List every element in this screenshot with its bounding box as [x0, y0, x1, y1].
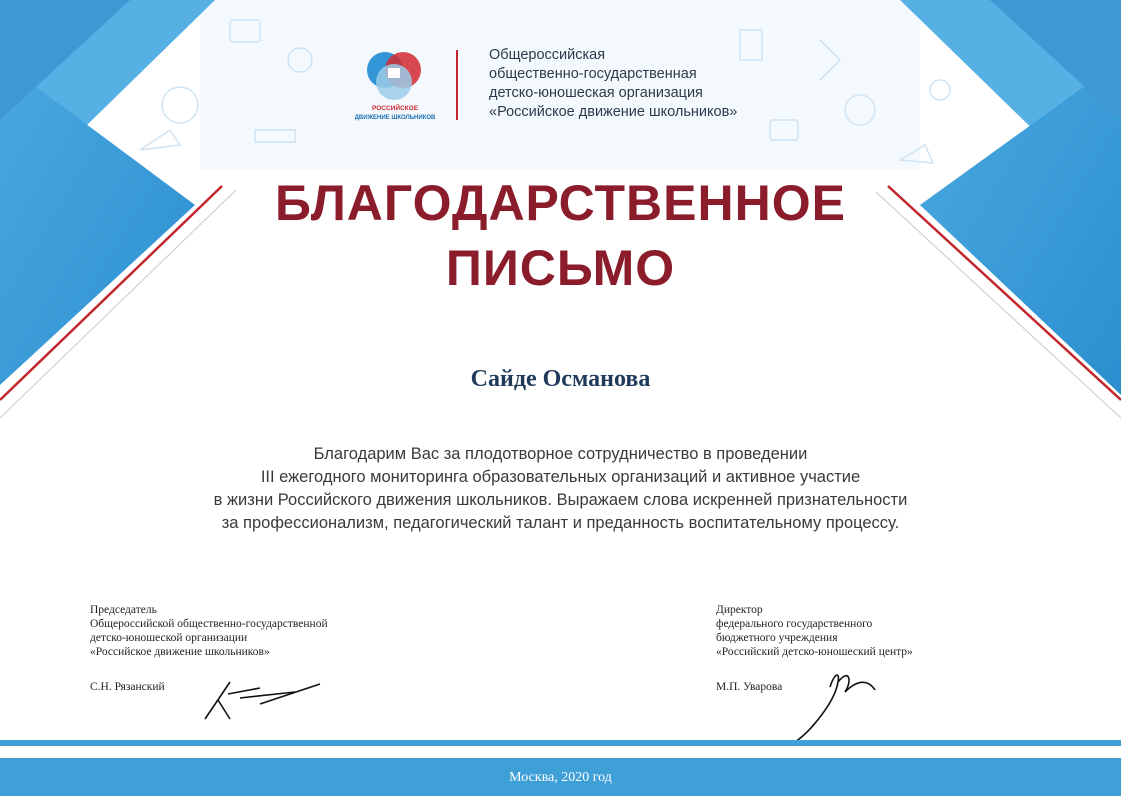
right-signatory-name: М.П. Уварова [716, 681, 783, 693]
left-signatory-title-line: «Российское движение школьников» [90, 646, 270, 658]
right-handwritten-signature [790, 662, 890, 747]
document-title-line2: ПИСЬМО [445, 240, 676, 296]
org-name-line: детско-юношеская организация [489, 85, 703, 101]
message-line: в жизни Российского движения школьников. Выражаем слова искренней признательности [213, 491, 908, 509]
message-line: III ежегодного мониторинга образовательных организаций и активное участие [260, 468, 861, 486]
left-handwritten-signature [200, 674, 330, 724]
document-title-line1: БЛАГОДАРСТВЕННОЕ [275, 175, 846, 231]
right-signatory-title [716, 603, 913, 659]
footer-place-date: Москва, 2020 год [509, 770, 612, 785]
left-signatory-title [90, 603, 328, 659]
gratitude-message [0, 443, 1121, 535]
right-signatory-title-line: «Российский детско-юношеский центр» [716, 646, 913, 658]
message-line: Благодарим Вас за плодотворное сотрудничество в проведении [313, 445, 808, 463]
org-name-line: общественно-государственная [489, 66, 697, 82]
left-signatory-title-line: детско-юношеской организации [90, 632, 248, 644]
left-signatory-name: С.Н. Рязанский [90, 681, 165, 693]
recipient-name: Сайде Османова [470, 366, 651, 392]
org-name-line: «Российское движение школьников» [489, 104, 738, 120]
right-signatory-title-line: Директор [716, 604, 763, 616]
organization-name [489, 46, 737, 122]
logo-divider [456, 50, 458, 120]
left-signatory-title-line: Председатель [90, 604, 157, 616]
right-signatory-title-line: федерального государственного [716, 618, 873, 630]
rdsh-logo [355, 42, 435, 128]
right-signatory-title-line: бюджетного учреждения [716, 632, 838, 644]
left-signatory-title-line: Общероссийской общественно-государственной [90, 618, 328, 630]
logo-text-line1: РОССИЙСКОЕ [371, 105, 419, 112]
org-name-line: Общероссийская [489, 47, 606, 63]
footer-stripe-gap [0, 746, 1121, 758]
logo-text-line2: ДВИЖЕНИЕ ШКОЛЬНИКОВ [355, 115, 435, 121]
message-line: за профессионализм, педагогический талант и преданность воспитательному процессу. [221, 514, 900, 532]
